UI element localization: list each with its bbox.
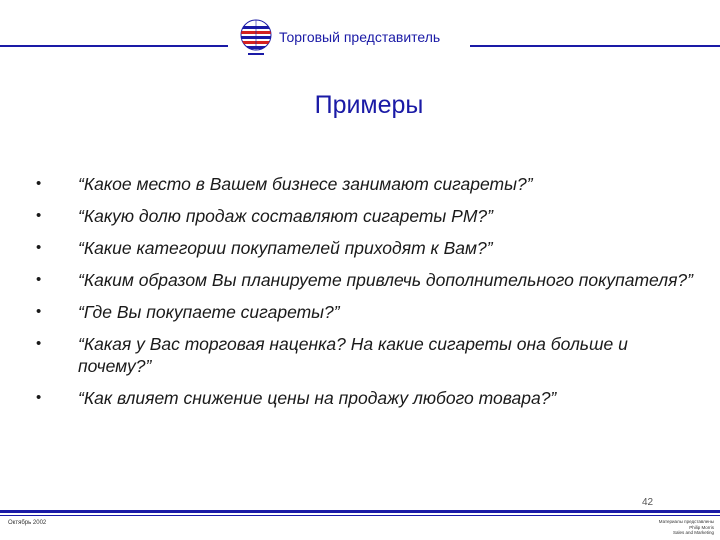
- bullet-text: “Какая у Вас торговая наценка? На какие сигареты она больше и почему?”: [78, 334, 628, 376]
- list-item: [36, 387, 696, 409]
- list-item: [36, 301, 696, 323]
- header-rule-left: [0, 45, 228, 47]
- page-title: Примеры: [314, 91, 424, 119]
- list-item: [36, 237, 696, 259]
- header-title: Торговый представитель: [279, 29, 441, 45]
- bullet-marker: •: [36, 303, 42, 320]
- footer-rule-thin: [0, 515, 720, 516]
- bullet-text: “Какие категории покупателей приходят к Вам?”: [78, 238, 493, 258]
- footer-credits: [634, 519, 714, 536]
- bullet-marker: •: [36, 271, 42, 288]
- list-item: [36, 173, 696, 195]
- footer-date: Октябрь 2002: [8, 520, 47, 526]
- list-item: [36, 269, 696, 291]
- bullet-marker: •: [36, 175, 42, 192]
- bullet-text: “Какую долю продаж составляют сигареты PM?”: [78, 206, 493, 226]
- footer-credit-line: Philip Morris: [689, 524, 714, 530]
- bullet-marker: •: [36, 239, 42, 256]
- bullet-text: “Как влияет снижение цены на продажу любого товара?”: [78, 388, 557, 408]
- bullet-text: “Где Вы покупаете сигареты?”: [78, 302, 340, 322]
- bullet-marker: •: [36, 335, 42, 352]
- bullet-text: “Какое место в Вашем бизнесе занимают сигареты?”: [78, 174, 533, 194]
- header-rule-right: [470, 45, 720, 47]
- bullet-list: [36, 173, 696, 419]
- globe-logo-icon: [238, 18, 274, 58]
- bullet-text: “Каким образом Вы планируете привлечь дополнительного покупателя?”: [78, 270, 693, 290]
- list-item: [36, 205, 696, 227]
- bullet-marker: •: [36, 389, 42, 406]
- footer-credit-line: Sales and Marketing: [672, 530, 714, 535]
- footer-rule-thick: [0, 510, 720, 513]
- list-item: [36, 333, 696, 377]
- bullet-marker: •: [36, 207, 42, 224]
- page-number: 42: [642, 497, 654, 508]
- footer-credit-line: Материалы представлены: [658, 519, 714, 524]
